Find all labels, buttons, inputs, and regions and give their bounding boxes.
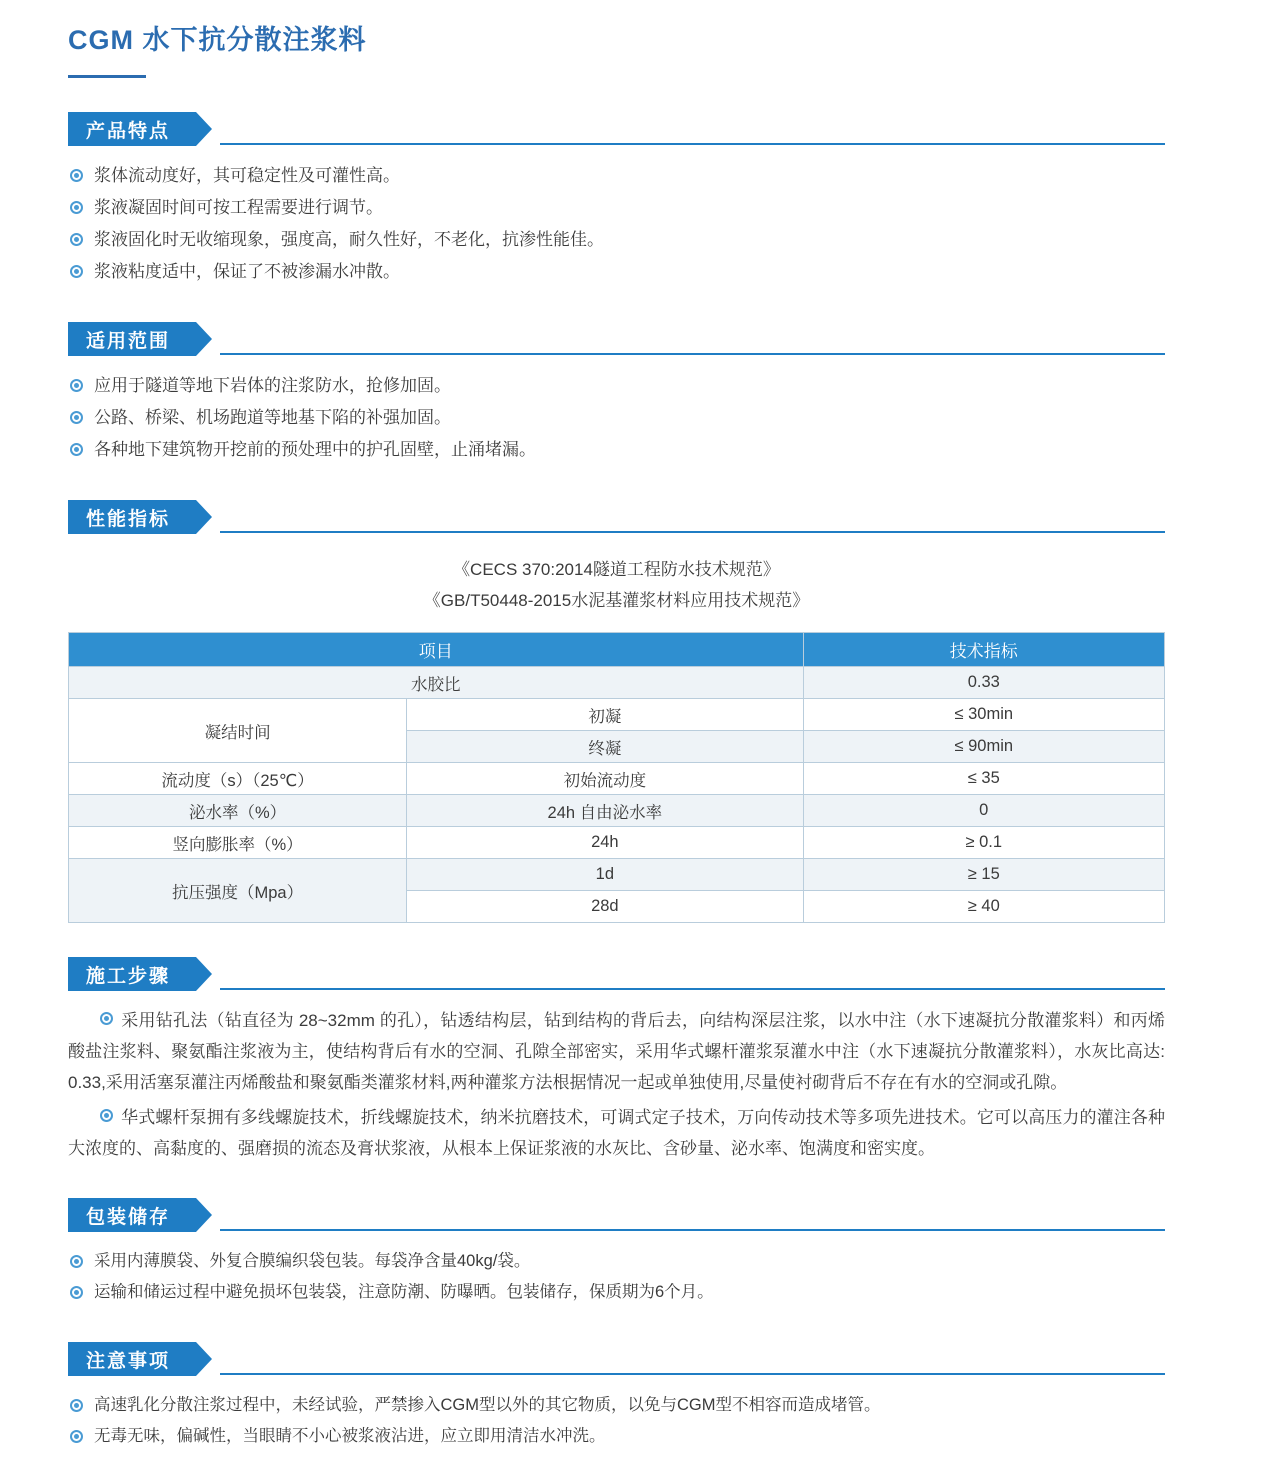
table-cell-sub: 24h 自由泌水率 [407,795,803,827]
table-cell-sub: 28d [407,891,803,923]
list-item-text: 浆体流动度好，其可稳定性及可灌性高。 [94,166,400,185]
table-cell-sub: 初凝 [407,699,803,731]
bullet-circle-icon [70,1286,83,1299]
list-item-text: 各种地下建筑物开挖前的预处理中的护孔固壁，止涌堵漏。 [94,440,536,459]
list-item [68,160,1165,192]
paragraph-text: 华式螺杆泵拥有多线螺旋技术，折线螺旋技术，纳米抗磨技术，可调式定子技术，万向传动技术等多项先进技术。它可以高压力的灌注各种大浓度的、高黏度的、强磨损的流态及膏状浆液，从根本上保证浆液的水灰比、含砂量、泌水率、饱满度和密实度。 [68,1108,1165,1158]
packaging-list [68,1246,1165,1308]
list-item-text: 采用内薄膜袋、外复合膜编织袋包装。每袋净含量40kg/袋。 [94,1252,531,1270]
bullet-circle-icon [70,233,83,246]
bullet-circle-icon [70,1399,83,1412]
table-cell-item: 流动度（s）（25℃） [69,763,407,795]
section-header [68,322,1165,356]
section-header [68,1342,1165,1376]
table-cell-value: ≤ 90min [803,731,1164,763]
table-row [69,763,1165,795]
features-list [68,160,1165,288]
performance-table [68,632,1165,923]
section-steps [0,957,1280,1164]
list-item-text: 浆液固化时无收缩现象，强度高，耐久性好，不老化，抗渗性能佳。 [94,230,604,249]
table-cell-value: ≥ 40 [803,891,1164,923]
bullet-circle-icon [100,1109,113,1122]
list-item-text: 浆液凝固时间可按工程需要进行调节。 [94,198,383,217]
list-item [68,256,1165,288]
list-item [68,192,1165,224]
section-title-scope: 适用范围 [68,322,196,356]
table-row [69,667,1165,699]
table-header-row [69,633,1165,667]
table-cell-sub: 终凝 [407,731,803,763]
table-cell-item: 抗压强度（Mpa） [69,859,407,923]
table-cell-value: 0.33 [803,667,1164,699]
section-divider [220,143,1165,145]
standards-block [68,554,1165,616]
list-item [68,224,1165,256]
list-item [68,370,1165,402]
title-underline [68,75,146,78]
bullet-circle-icon [70,201,83,214]
paragraph [68,1102,1165,1164]
paragraph-text: 采用钻孔法（钻直径为 28~32mm 的孔），钻透结构层，钻到结构的背后去，向结构深层注浆，以水中注（水下速凝抗分散灌浆料）和丙烯酸盐注浆料、聚氨酯注浆液为主，使结构背后有水的空洞、孔隙全部密实，采用华式螺杆灌浆泵灌水中注（水下速凝抗分散灌浆料），水灰比高达: 0.33,采用活塞泵灌注丙烯酸盐和聚氨酯类灌浆材料,两种灌浆方法根据情况一起或单独使用,尽量使衬砌背后不存在有水的空洞或孔隙。 [68,1011,1165,1092]
table-cell-item: 凝结时间 [69,699,407,763]
bullet-circle-icon [70,1255,83,1268]
table-cell-value: 0 [803,795,1164,827]
table-header-cell: 技术指标 [803,633,1164,667]
list-item-text: 无毒无味，偏碱性，当眼睛不小心被浆液沾进，应立即用清洁水冲洗。 [94,1427,606,1445]
table-cell-sub: 初始流动度 [407,763,803,795]
table-cell-value: ≥ 0.1 [803,827,1164,859]
section-title-steps: 施工步骤 [68,957,196,991]
list-item [68,434,1165,466]
steps-paragraphs [68,1005,1165,1164]
bullet-circle-icon [70,169,83,182]
list-item-text: 高速乳化分散注浆过程中，未经试验，严禁掺入CGM型以外的其它物质，以免与CGM型不相容而造成堵管。 [94,1396,881,1414]
table-cell-item: 竖向膨胀率（%） [69,827,407,859]
table-cell-item: 水胶比 [69,667,804,699]
section-notes [0,1342,1280,1452]
section-performance [0,500,1280,923]
section-title-notes: 注意事项 [68,1342,196,1376]
list-item [68,1421,1165,1452]
bullet-circle-icon [70,265,83,278]
section-features [0,112,1280,288]
notes-list [68,1390,1165,1452]
section-header [68,957,1165,991]
section-divider [220,1229,1165,1231]
section-header [68,112,1165,146]
table-row [69,859,1165,891]
list-item [68,1277,1165,1308]
bullet-circle-icon [70,1430,83,1443]
section-title-performance: 性能指标 [68,500,196,534]
section-scope [0,322,1280,466]
bullet-circle-icon [70,411,83,424]
section-header [68,1198,1165,1232]
table-cell-value: ≤ 30min [803,699,1164,731]
bullet-circle-icon [100,1012,113,1025]
section-header [68,500,1165,534]
list-item-text: 浆液粘度适中，保证了不被渗漏水冲散。 [94,262,400,281]
standard-line: 《GB/T50448-2015水泥基灌浆材料应用技术规范》 [423,591,810,610]
table-row [69,699,1165,731]
paragraph [68,1005,1165,1098]
list-item [68,402,1165,434]
section-title-features: 产品特点 [68,112,196,146]
list-item-text: 应用于隧道等地下岩体的注浆防水，抢修加固。 [94,376,451,395]
section-divider [220,353,1165,355]
scope-list [68,370,1165,466]
list-item-text: 运输和储运过程中避免损坏包装袋，注意防潮、防曝晒。包装储存，保质期为6个月。 [94,1283,714,1301]
section-divider [220,1373,1165,1375]
page-title: CGM 水下抗分散注浆料 [68,25,367,55]
table-row [69,827,1165,859]
table-cell-item: 泌水率（%） [69,795,407,827]
list-item [68,1246,1165,1277]
standard-line: 《CECS 370:2014隧道工程防水技术规范》 [453,560,780,579]
section-divider [220,988,1165,990]
table-cell-value: ≤ 35 [803,763,1164,795]
table-row [69,795,1165,827]
section-title-packaging: 包装储存 [68,1198,196,1232]
table-cell-sub: 24h [407,827,803,859]
table-header-cell: 项目 [69,633,804,667]
table-cell-sub: 1d [407,859,803,891]
table-cell-value: ≥ 15 [803,859,1164,891]
list-item [68,1390,1165,1421]
bullet-circle-icon [70,379,83,392]
section-divider [220,531,1165,533]
section-packaging [0,1198,1280,1308]
bullet-circle-icon [70,443,83,456]
list-item-text: 公路、桥梁、机场跑道等地基下陷的补强加固。 [94,408,451,427]
